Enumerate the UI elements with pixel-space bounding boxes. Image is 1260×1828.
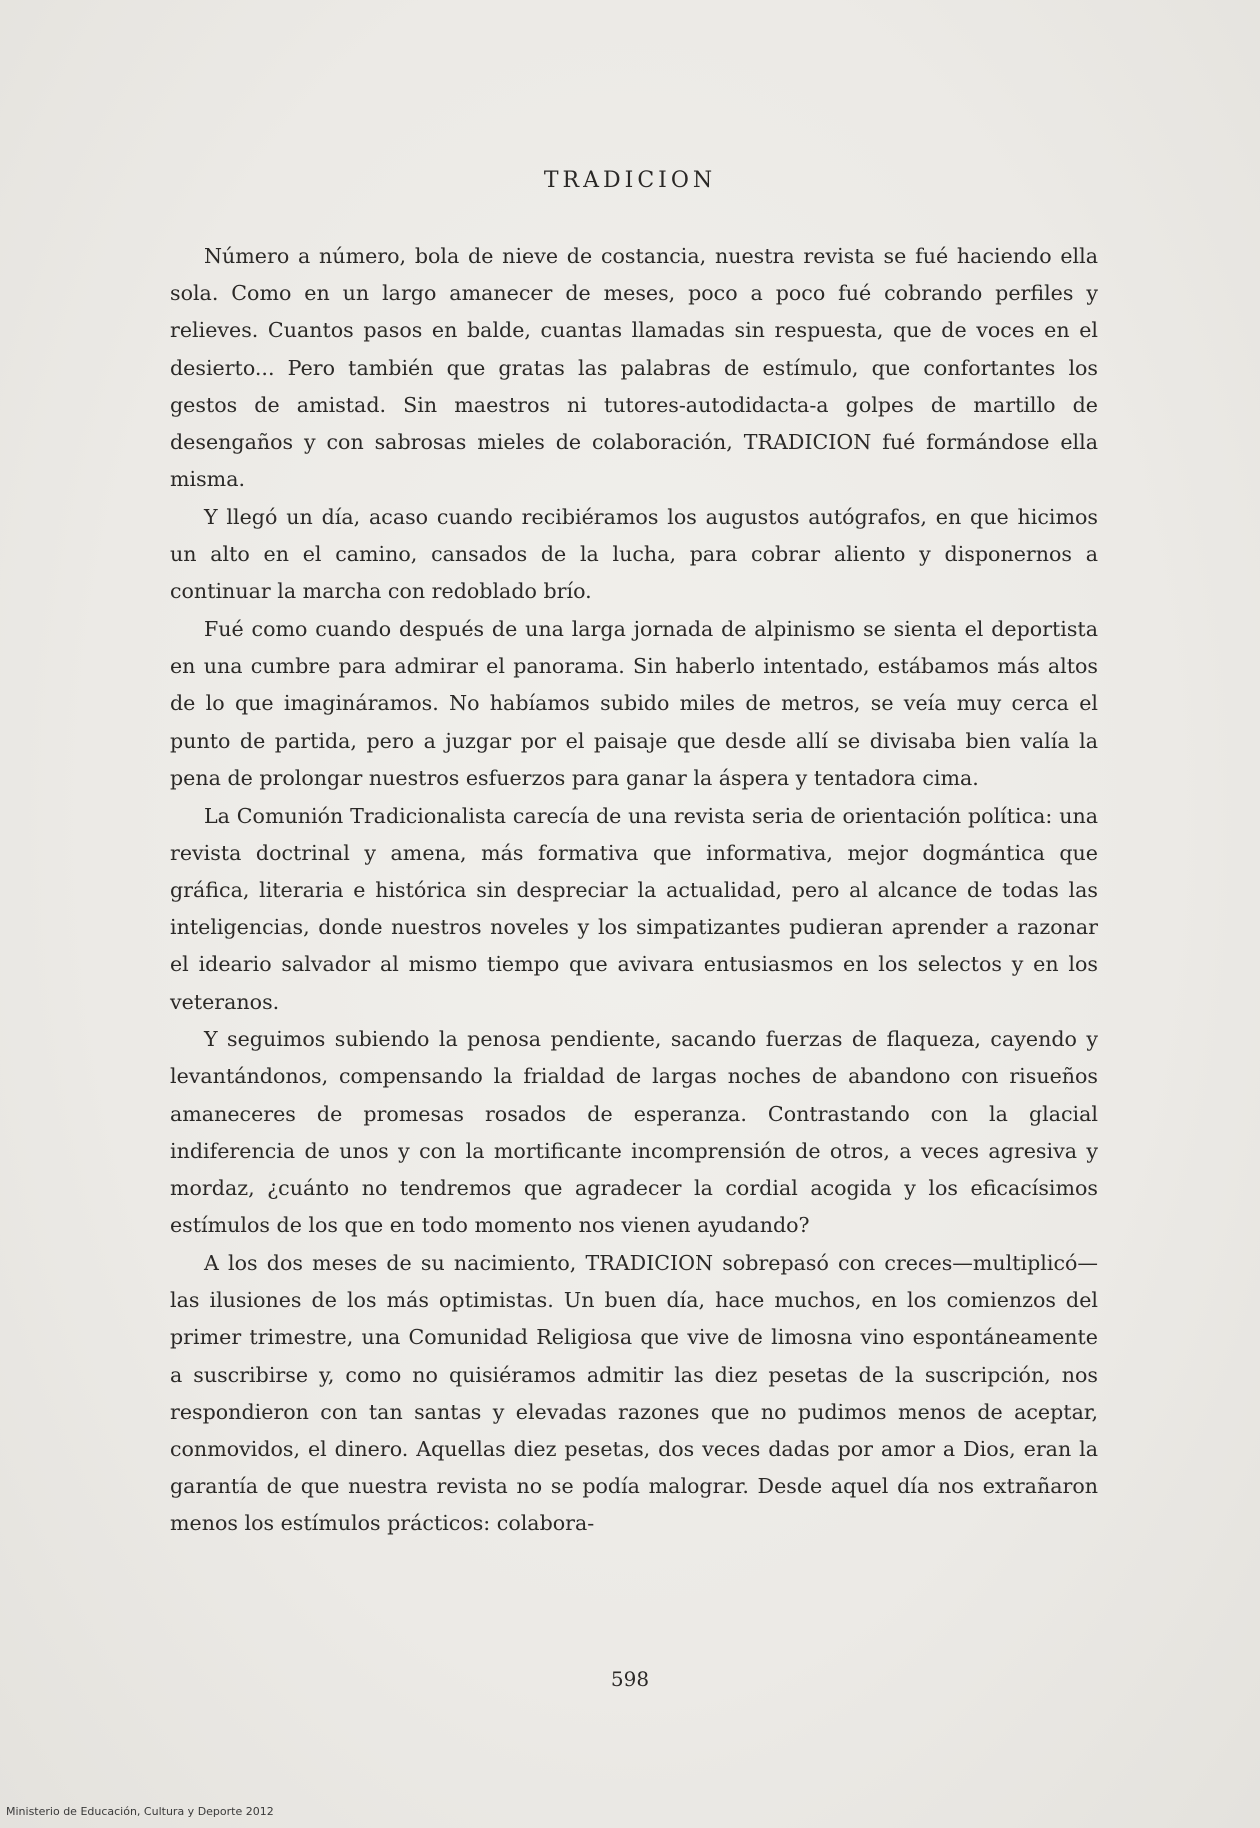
paragraph: La Comunión Tradicionalista carecía de una revista seria de orientación política: una revista doctrinal y amena, más formativa que informativa, mejor dogmántica que gráfica, literaria e histórica sin despreciar la actualidad, pero al alcance de todas las inteligencias, donde nuestros noveles y los simpatizantes pudieran aprender a razonar el ideario salvador al mismo tiempo que avivara entusiasmos en los selectos y en los veteranos. [170,803,1098,1014]
paragraph: Número a número, bola de nieve de costancia, nuestra revista se fué haciendo ella sola. Como en un largo amanecer de meses, poco a poco fué cobrando perfiles y relieves. Cuantos pasos en balde, cuantas llamadas sin respuesta, que de voces en el desierto... Pero también que gratas las palabras de estímulo, que confortantes los gestos de amistad. Sin maestros ni tutores-autodidacta-a golpes de martillo de desengaños y con sabrosas mieles de colaboración, TRADICION fué formándose ella misma. [170,244,1098,492]
page-title: TRADICION [543,168,717,193]
paragraph: Y seguimos subiendo la penosa pendiente, sacando fuerzas de flaqueza, cayendo y levantándonos, compensando la frialdad de largas noches de abandono con risueños amaneceres de promesas rosados de esperanza. Contrastando con la glacial indiferencia de unos y con la mortificante incomprensión de otros, a veces agresiva y mordaz, ¿cuánto no tendremos que agradecer la cordial acogida y los eficacísimos estímulos de los que en todo momento nos vienen ayudando? [170,1027,1098,1238]
page-number: 598 [610,1667,650,1691]
paragraph: A los dos meses de su nacimiento, TRADICION sobrepasó con creces—multiplicó—las ilusiones de los más optimistas. Un buen día, hace muchos, en los comienzos del primer trimestre, una Comunidad Religiosa que vive de limosna vino espontáneamente a suscribirse y, como no quisiéramos admitir las diez pesetas de la suscripción, nos respondieron con tan santas y elevadas razones que no pudimos menos de aceptar, conmovidos, el dinero. Aquellas diez pesetas, dos veces dadas por amor a Dios, eran la garantía de que nuestra revista no se podía malograr. Desde aquel día nos extrañaron menos los estímulos prácticos: colabora- [170,1250,1098,1536]
paragraph: Y llegó un día, acaso cuando recibiéramos los augustos autógrafos, en que hicimos un alto en el camino, cansados de la lucha, para cobrar aliento y disponernos a continuar la marcha con redoblado brío. [170,504,1098,604]
archive-credit: Ministerio de Educación, Cultura y Deporte 2012 [6,1805,274,1818]
paragraph: Fué como cuando después de una larga jornada de alpinismo se sienta el deportista en una cumbre para admirar el panorama. Sin haberlo intentado, estábamos más altos de lo que imagináramos. No habíamos subido miles de metros, se veía muy cerca el punto de partida, pero a juzgar por el paisaje que desde allí se divisaba bien valía la pena de prolongar nuestros esfuerzos para ganar la áspera y tentadora cima. [170,617,1098,790]
article-body [170,238,1098,1543]
